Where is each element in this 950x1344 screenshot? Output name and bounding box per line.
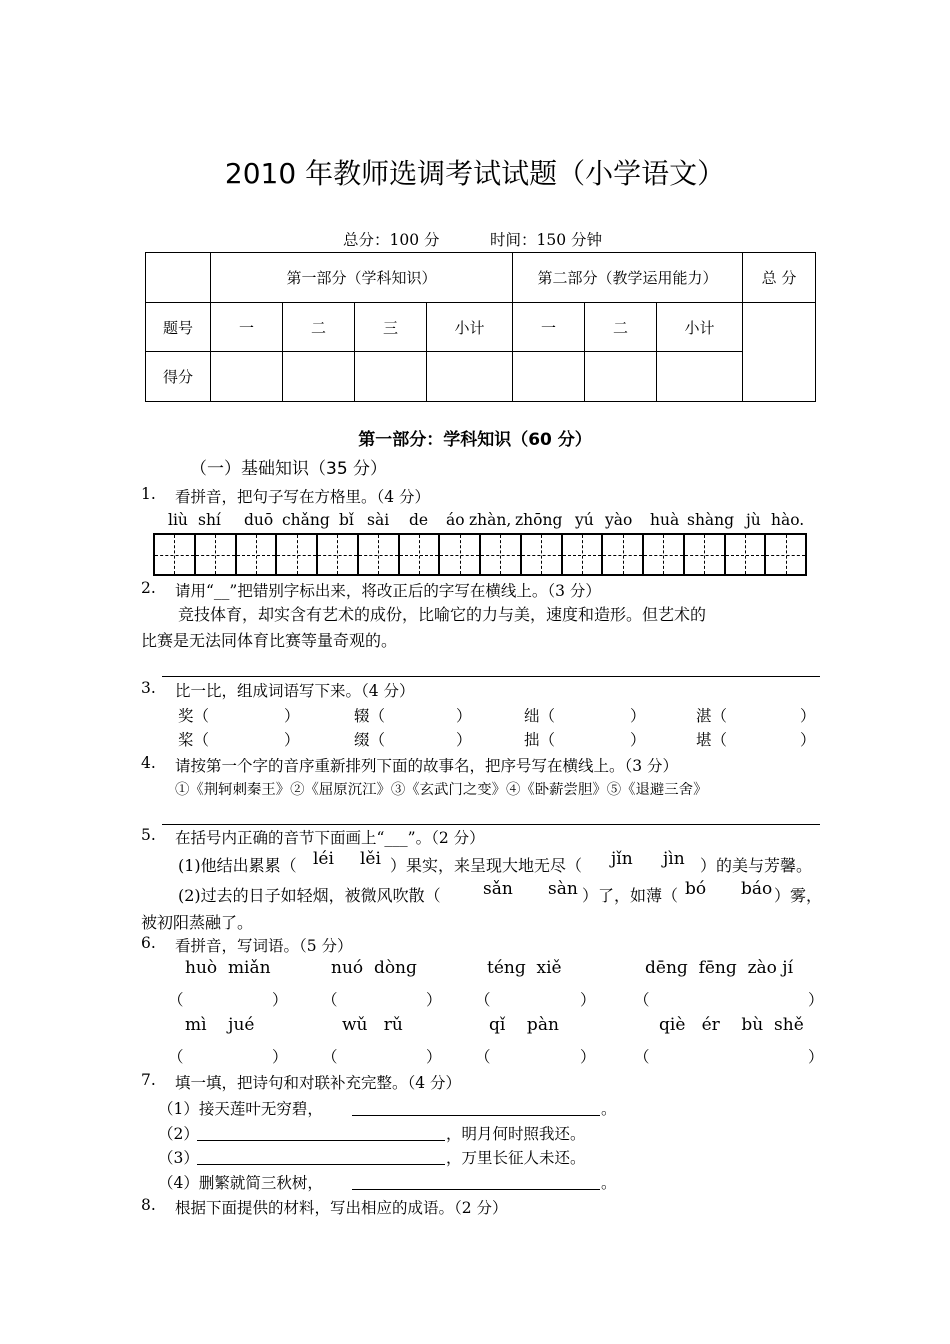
grid-cell[interactable] (685, 535, 726, 574)
q5-number: 5. (141, 826, 156, 844)
pinyin: liù (168, 511, 188, 529)
pinyin-prompt: nuó dònɡ (331, 958, 417, 978)
q7-line3: ，万里长征人未还。 (446, 1149, 586, 1167)
word-prompt: 辍（ (354, 707, 386, 725)
pinyin: sài (367, 511, 390, 529)
grid-cell[interactable] (237, 535, 278, 574)
q7-line1-end: 。 (601, 1100, 617, 1118)
q7-blank4[interactable] (352, 1189, 600, 1190)
q5-sentence1-end: ）的美与芳馨。 (700, 856, 813, 875)
answer-paren-close: ） (272, 991, 288, 1009)
q7-blank1[interactable] (352, 1115, 600, 1116)
paren: ） (630, 731, 646, 749)
q2-number: 2. (141, 579, 156, 597)
pinyin: huà (650, 511, 680, 529)
pinyin: hào. (771, 511, 805, 529)
answer-paren-open: （ (475, 1048, 491, 1066)
syllable-option[interactable]: jìn (663, 849, 685, 869)
col-header: 一 (211, 303, 283, 352)
word-prompt: 拙（ (524, 731, 556, 749)
total-score-label: 总分：100 分 (343, 231, 440, 249)
q8-text: 根据下面提供的材料，写出相应的成语。（2 分） (175, 1199, 508, 1217)
q4-text: 请按第一个字的音序重新排列下面的故事名，把序号写在横线上。（3 分） (175, 757, 679, 775)
q2-paragraph: 竞技体育，却实含有艺术的成份，比喻它的力与美，速度和造形。但艺术的 (178, 605, 707, 624)
col-header: 二 (283, 303, 355, 352)
score-cell[interactable] (585, 352, 657, 402)
q8-number: 8. (141, 1196, 156, 1214)
pinyin: yú (575, 511, 594, 529)
answer-paren-open: （ (322, 1048, 338, 1066)
q5-sentence1-mid: ）果实，来呈现大地无尽（ (390, 856, 583, 875)
answer-paren-open: （ (168, 991, 184, 1009)
grid-cell[interactable] (563, 535, 604, 574)
col-header: 小计 (657, 303, 743, 352)
syllable-option[interactable]: lěi (360, 849, 381, 869)
answer-paren-open: （ (322, 991, 338, 1009)
q7-line1: （1）接天莲叶无穷碧， (158, 1100, 323, 1118)
section1-heading: （一）基础知识（35 分） (190, 459, 388, 479)
syllable-option[interactable]: sàn (548, 879, 578, 899)
q3-number: 3. (141, 679, 156, 697)
syllable-option[interactable]: léi (313, 849, 334, 869)
page-title: 2010 年教师选调考试试题（小学语文） (224, 157, 726, 190)
q3-text: 比一比，组成词语写下来。（4 分） (175, 682, 415, 700)
grid-cell[interactable] (522, 535, 563, 574)
grid-cell[interactable] (440, 535, 481, 574)
score-cell[interactable] (513, 352, 585, 402)
answer-paren-open: （ (634, 1048, 650, 1066)
word-prompt: 堪（ (696, 731, 728, 749)
pinyin: duō (244, 511, 274, 529)
q5-text: 在括号内正确的音节下面画上“___”。（2 分） (175, 829, 485, 847)
q6-text: 看拼音，写词语。（5 分） (175, 937, 353, 955)
writing-grid[interactable] (153, 533, 807, 576)
question-number-label: 题号 (146, 303, 211, 352)
pinyin-prompt: wǔ rǔ (342, 1015, 403, 1035)
q1-number: 1. (141, 485, 156, 503)
q5-sentence2: (2)过去的日子如轻烟，被微风吹散（ (178, 886, 441, 905)
pinyin: jù (746, 511, 761, 529)
pinyin: chǎng (282, 511, 330, 529)
pinyin: shí (198, 511, 221, 529)
total-score-cell[interactable] (743, 303, 816, 402)
syllable-option[interactable]: sǎn (483, 879, 513, 899)
pinyin: zhàn, (469, 511, 512, 529)
grid-cell[interactable] (400, 535, 441, 574)
q2-text: 请用“__”把错别字标出来，将改正后的字写在横线上。（3 分） (175, 582, 601, 600)
q2-paragraph-cont: 比赛是无法同体育比赛等量奇观的。 (141, 631, 398, 650)
answer-paren-close: ） (272, 1048, 288, 1066)
col-header: 三 (355, 303, 427, 352)
paren: ） (456, 707, 472, 725)
q4-items: ①《荆轲刺秦王》②《屈原沉江》③《玄武门之变》④《卧薪尝胆》⑤《退避三舍》 (175, 782, 708, 798)
paren: ） (630, 707, 646, 725)
q5-sentence2-cont: 被初阳蒸融了。 (141, 913, 254, 932)
word-prompt: 缀（ (354, 731, 386, 749)
paren: ） (800, 731, 816, 749)
pinyin: zhōng (515, 511, 563, 529)
paren: ） (284, 731, 300, 749)
total-header: 总 分 (743, 253, 816, 303)
pinyin: yào (605, 511, 633, 529)
score-cell[interactable] (427, 352, 513, 402)
score-label: 得分 (146, 352, 211, 402)
pinyin-prompt: huò miǎn (185, 958, 271, 978)
answer-paren-close: ） (808, 991, 824, 1009)
q7-line4: （4）删繁就简三秋树， (158, 1174, 323, 1192)
answer-paren-close: ） (580, 991, 596, 1009)
answer-paren-open: （ (634, 991, 650, 1009)
word-prompt: 奖（ (178, 707, 210, 725)
q2-answer-line[interactable] (162, 676, 820, 677)
grid-cell[interactable] (318, 535, 359, 574)
grid-cell[interactable] (726, 535, 767, 574)
score-cell[interactable] (657, 352, 743, 402)
grid-cell[interactable] (359, 535, 400, 574)
word-prompt: 绌（ (524, 707, 556, 725)
q4-answer-line[interactable] (162, 824, 820, 825)
q5-sentence2-mid: ）了，如薄（ (582, 886, 679, 905)
q7-number: 7. (141, 1071, 156, 1089)
answer-paren-close: ） (808, 1048, 824, 1066)
q5-sentence2-end: ）雾， (774, 886, 823, 905)
answer-paren-close: ） (580, 1048, 596, 1066)
pinyin: shàng (687, 511, 735, 529)
pinyin: bǐ (339, 511, 354, 529)
answer-paren-open: （ (475, 991, 491, 1009)
part1-heading: 第一部分：学科知识（60 分） (358, 430, 592, 450)
grid-cell[interactable] (196, 535, 237, 574)
q1-text: 看拼音，把句子写在方格里。（4 分） (175, 488, 431, 506)
table-corner (146, 253, 211, 303)
q7-blank2[interactable] (197, 1140, 445, 1141)
syllable-option[interactable]: bó (685, 879, 707, 899)
q7-line2: ，明月何时照我还。 (446, 1125, 586, 1143)
grid-cell[interactable] (277, 535, 318, 574)
pinyin-prompt: dēnɡ fēnɡ zào jí (645, 958, 794, 978)
score-cell[interactable] (211, 352, 283, 402)
time-label: 时间：150 分钟 (490, 231, 603, 249)
q4-number: 4. (141, 754, 156, 772)
grid-cell[interactable] (766, 535, 805, 574)
q5-sentence1: (1)他结出累累（ (178, 856, 297, 875)
col-header: 小计 (427, 303, 513, 352)
q7-line2-num: （2） (158, 1125, 199, 1143)
answer-paren-close: ） (426, 991, 442, 1009)
q7-line4-end: 。 (601, 1174, 617, 1192)
paren: ） (284, 707, 300, 725)
score-table (145, 252, 816, 402)
part2-header: 第二部分（教学运用能力） (513, 253, 743, 303)
pinyin: áo (446, 511, 465, 529)
pinyin-prompt: ténɡ xiě (487, 958, 562, 978)
paren: ） (800, 707, 816, 725)
word-prompt: 桨（ (178, 731, 210, 749)
grid-cell[interactable] (644, 535, 685, 574)
answer-paren-open: （ (168, 1048, 184, 1066)
score-cell[interactable] (355, 352, 427, 402)
col-header: 一 (513, 303, 585, 352)
answer-paren-close: ） (426, 1048, 442, 1066)
pinyin-prompt: qǐ pàn (489, 1015, 559, 1035)
score-cell[interactable] (283, 352, 355, 402)
paren: ） (456, 731, 472, 749)
syllable-option[interactable]: jǐn (611, 849, 633, 869)
q7-text: 填一填，把诗句和对联补充完整。（4 分） (175, 1074, 462, 1092)
word-prompt: 湛（ (696, 707, 728, 725)
syllable-option[interactable]: báo (741, 879, 773, 899)
grid-cell[interactable] (155, 535, 196, 574)
grid-cell[interactable] (481, 535, 522, 574)
part1-header: 第一部分（学科知识） (211, 253, 513, 303)
q7-blank3[interactable] (197, 1164, 445, 1165)
pinyin-prompt: qiè ér bù shě (659, 1015, 804, 1035)
col-header: 二 (585, 303, 657, 352)
grid-cell[interactable] (603, 535, 644, 574)
pinyin: de (409, 511, 429, 529)
q7-line3-num: （3） (158, 1149, 199, 1167)
q6-number: 6. (141, 934, 156, 952)
pinyin-prompt: mì jué (185, 1015, 255, 1035)
